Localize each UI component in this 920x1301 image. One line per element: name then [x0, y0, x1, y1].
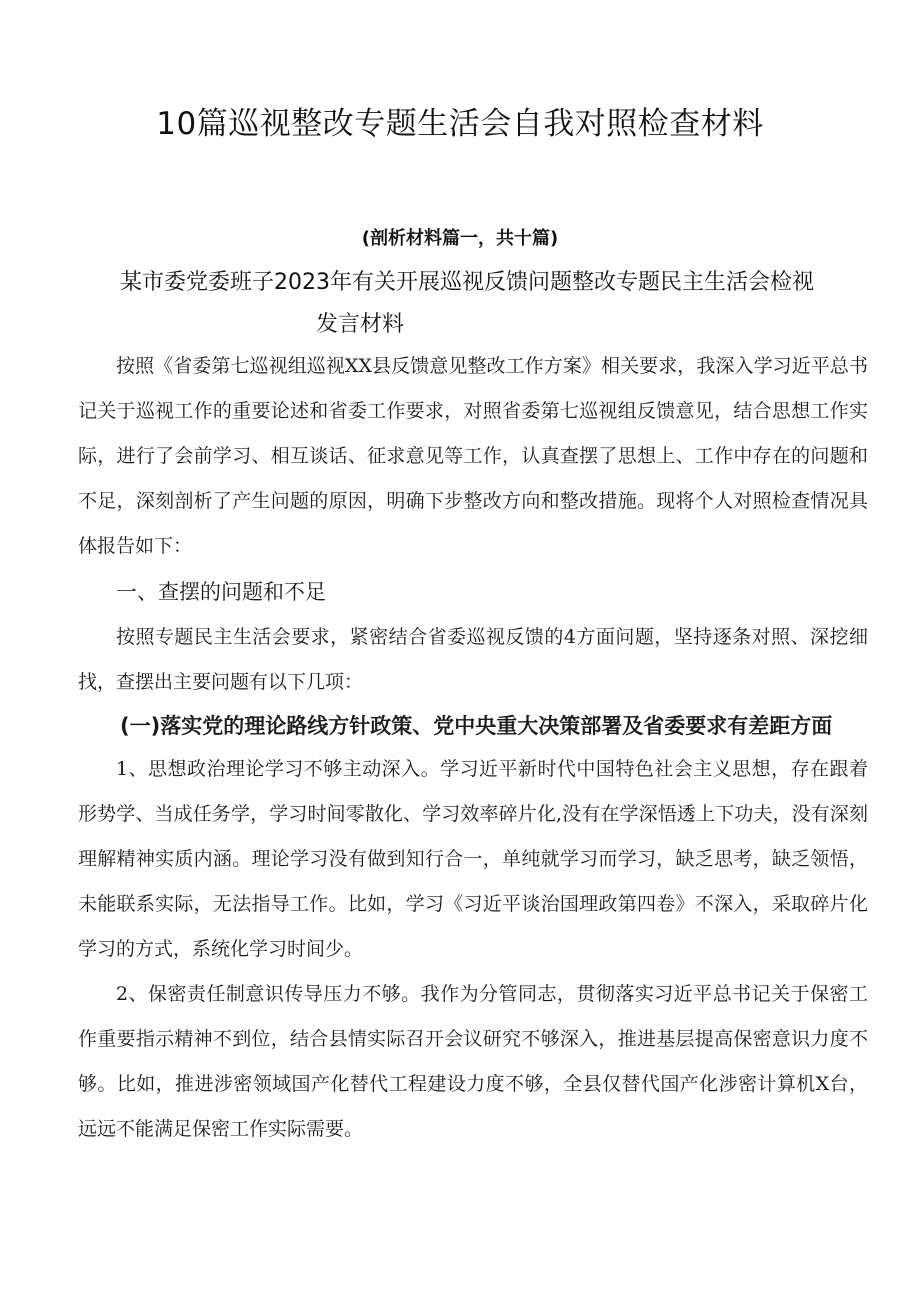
section-1-title: 一、查摆的问题和不足: [116, 580, 326, 604]
item-2-paragraph: 2、保密责任制意识传导压力不够。我作为分管同志，贯彻落实习近平总书记关于保密工作重要指示精神不到位，结合县情实际召开会议研究不够深入，推进基层提高保密意识力度不够。比如，推进涉密领域国产化替代工程建设力度不够，全县仅替代国产化涉密计算机X台，远远不能满足保密工作实际需要。: [78, 983, 868, 1140]
heading-line-2: 发言材料: [316, 312, 405, 337]
document-body: [78, 344, 868, 1152]
document-title: 10篇巡视整改专题生活会自我对照检查材料: [156, 106, 764, 142]
subsection-1-title: (一)落实党的理论路线方针政策、党中央重大决策部署及省委要求有差距方面: [120, 714, 833, 738]
document-subtitle: (剖析材料篇一，共十篇): [361, 228, 559, 249]
item-1-paragraph: 1、思想政治理论学习不够主动深入。学习近平新时代中国特色社会主义思想，存在跟着形势学、当成任务学，学习时间零散化、学习效率碎片化,没有在学深悟透上下功夫，没有深刻理解精神实质内涵。理论学习没有做到知行合一，单纯就学习而学习，缺乏思考，缺乏领悟，未能联系实际，无法指导工作。比如，学习《习近平谈治国理政第四卷》不深入，采取碎片化学习的方式，系统化学习时间少。: [78, 758, 868, 960]
document-heading: [120, 262, 880, 346]
heading-line-1: 某市委党委班子2023年有关开展巡视反馈问题整改专题民主生活会检视: [120, 270, 814, 295]
section-1-intro-paragraph: 按照专题民主生活会要求，紧密结合省委巡视反馈的4方面问题，坚持逐条对照、深挖细找，查摆出主要问题有以下几项：: [78, 626, 868, 693]
intro-paragraph: 按照《省委第七巡视组巡视XX县反馈意见整改工作方案》相关要求，我深入学习近平总书记关于巡视工作的重要论述和省委工作要求，对照省委第七巡视组反馈意见，结合思想工作实际，进行了会前学习、相互谈话、征求意见等工作，认真查摆了思想上、工作中存在的问题和不足，深刻剖析了产生问题的原因，明确下步整改方向和整改措施。现将个人对照检查情况具体报告如下：: [78, 355, 868, 557]
